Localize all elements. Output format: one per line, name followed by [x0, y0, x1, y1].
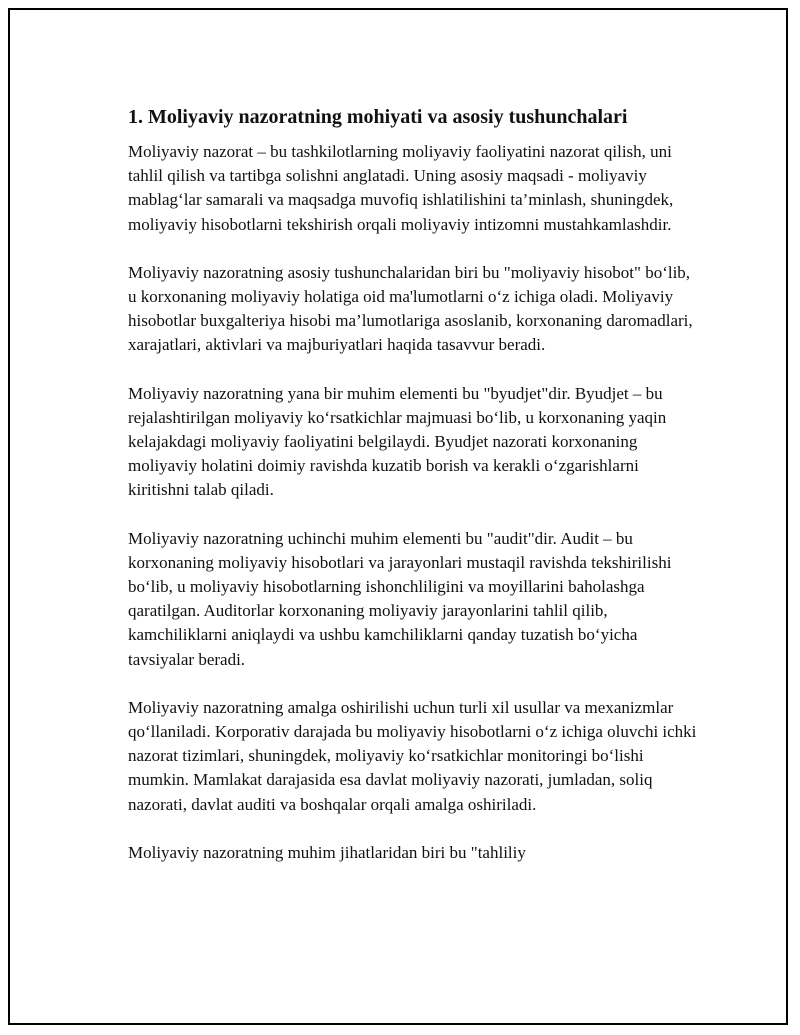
section-heading: 1. Moliyaviy nazoratning mohiyati va asosiy tushunchalari	[128, 106, 628, 128]
paragraph: Moliyaviy nazoratning muhim jihatlaridan biri bu "tahliliy	[128, 842, 526, 862]
document-body	[128, 104, 700, 865]
page-frame	[8, 8, 788, 1025]
paragraph: Moliyaviy nazoratning amalga oshirilishi uchun turli xil usullar va mexanizmlar qo‘llaniladi. Korporativ darajada bu moliyaviy hisobotlarni o‘z ichiga oluvchi ichki nazorat tizimlari, shuningdek, moliyaviy ko‘rsatkichlar monitoringi bo‘lishi mumkin. Mamlakat darajasida esa davlat moliyaviy nazorati, jumladan, soliq nazorati, davlat auditi va boshqalar orqali amalga oshiriladi.	[128, 697, 697, 814]
paragraph: Moliyaviy nazoratning uchinchi muhim elementi bu "audit"dir. Audit – bu korxonaning moliyaviy hisobotlari va jarayonlari mustaqil ravishda tekshirilishi bo‘lib, u moliyaviy hisobotlarning ishonchliligini va moyillarini baholashga qaratilgan. Auditorlar korxonaning moliyaviy jarayonlarini tahlil qilib, kamchiliklarni aniqlaydi va ushbu kamchiliklarni qanday tuzatish bo‘yicha tavsiyalar beradi.	[128, 528, 672, 669]
paragraph: Moliyaviy nazorat – bu tashkilotlarning moliyaviy faoliyatini nazorat qilish, uni tahlil qilish va tartibga solishni anglatadi. Uning asosiy maqsadi - moliyaviy mablag‘lar samarali va maqsadga muvofiq ishlatilishini ta’minlash, shuningdek, moliyaviy hisobotlarni tekshirish orqali moliyaviy intizomni mustahkamlashdir.	[128, 142, 674, 234]
paragraph: Moliyaviy nazoratning asosiy tushunchalaridan biri bu "moliyaviy hisobot" bo‘lib, u korxonaning moliyaviy holatiga oid ma'lumotlarni o‘z ichiga oladi. Moliyaviy hisobotlar buxgalteriya hisobi ma’lumotlariga asoslanib, korxonaning daromadlari, xarajatlari, aktivlari va majburiyatlari haqida tasavvur beradi.	[128, 262, 693, 355]
paragraph: Moliyaviy nazoratning yana bir muhim elementi bu "byudjet"dir. Byudjet – bu rejalashtirilgan moliyaviy ko‘rsatkichlar majmuasi bo‘lib, u korxonaning yaqin kelajakdagi moliyaviy faoliyatini belgilaydi. Byudjet nazorati korxonaning moliyaviy holatini doimiy ravishda kuzatib borish va kerakli o‘zgarishlarni kiritishni talab qiladi.	[128, 383, 667, 500]
